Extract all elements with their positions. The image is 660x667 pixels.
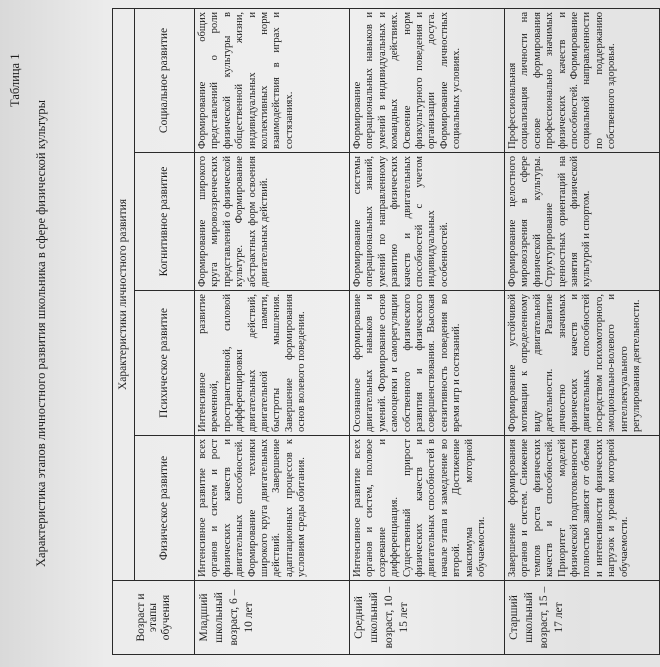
group-header: Характеристики личностного развития — [113, 8, 135, 580]
physical-cell: Завершение формирования органов и систем. Снижение темпов роста физических качеств и способностей. Приоритет моделей физической подготовленности полностью зависят от объема и интенсивности физических нагрузок и уровня моторной обучаемости. — [505, 436, 660, 581]
social-cell: Формирование операциональных навыков и умений в индивидуальных и командных действиях. Освоение норм физкультурного поведения и организации досуга. Формирование личностных социальных условиях. — [350, 8, 505, 152]
social-header: Социальное развитие — [135, 8, 195, 152]
cognitive-cell: Формирование широкого круга мировоззренческих представлений о физической культуре. Формирование абстрактных форм освоения двигательных действий. — [195, 153, 350, 291]
physical-cell: Интенсивное развитие всех органов и систем, половое созревание и дифференциация. Существенный прирост физических качеств и двигательных способностей в начале этапа и замедление во второй. Достижение максимума моторной обучаемости. — [350, 436, 505, 581]
psychic-header: Психическое развитие — [135, 291, 195, 436]
physical-header: Физическое развитие — [135, 436, 195, 581]
stage-header: Возраст и этапы обучения — [113, 581, 195, 655]
table-header-row — [113, 8, 135, 654]
development-table — [112, 8, 660, 655]
psychic-cell: Осознанное формирование двигательных навыков и умений. Формирование основ самооценки и саморегуляции собственного физического развития и физического совершенствования. Высокая сензитивность поведения во время игр и состязаний. — [350, 291, 505, 436]
social-cell: Профессиональная социализация личности на основе формирования профессионально значимых физических качеств и способностей. Формирование социальной направленности по поддержанию собственного здоровья. — [505, 8, 660, 152]
cognitive-header: Когнитивное развитие — [135, 153, 195, 291]
table-subheader-row — [135, 8, 195, 654]
table-title: Характеристика этапов личностного развития школьника в сфере физической культуры — [34, 100, 48, 567]
social-cell: Формирование общих представлений о роли физической культуры в общественной жизни, индивидуальных и коллективных норм взаимодействия в играх и состязаниях. — [195, 8, 350, 152]
cognitive-cell: Формирование целостного мировоззрения в сфере физической культуры. Структурирование ценностных ориентаций на занятия физической культурой и спортом. — [505, 153, 660, 291]
stage-cell: Старший школьный возраст, 15 – 17 лет — [505, 581, 660, 655]
stage-cell: Средний школьный возраст, 10 – 15 лет — [350, 581, 505, 655]
psychic-cell: Интенсивное развитие временной, пространственной, силовой дифференцировки двигательных действий, двигательной памяти, быстроты мышления. Завершение формирования основ волевого поведения. — [195, 291, 350, 436]
table-row — [505, 8, 660, 654]
table-row — [195, 8, 350, 654]
cognitive-cell: Формирование системы операциональных знаний, умений по направленному развитию физических качеств и двигательных способностей с учетом индивидуальных особенностей. — [350, 153, 505, 291]
table-row — [350, 8, 505, 654]
stage-cell: Младший школьный возраст, 6 – 10 лет — [195, 581, 350, 655]
psychic-cell: Формирование устойчивой мотивации к определенному виду двигательной деятельности. Развитие личностно значимых физических качеств и двигательных способностей посредством психомоторного, эмоционально-волевого и интеллектуального регулирования деятельности. — [505, 291, 660, 436]
physical-cell: Интенсивное развитие всех органов и систем и рост физических качеств и двигательных способностей. Формирование техники широкого круга двигательных действий. Завершение адаптационных процессов к условиям среды обитания. — [195, 436, 350, 581]
table-number: Таблица 1 — [8, 53, 22, 107]
